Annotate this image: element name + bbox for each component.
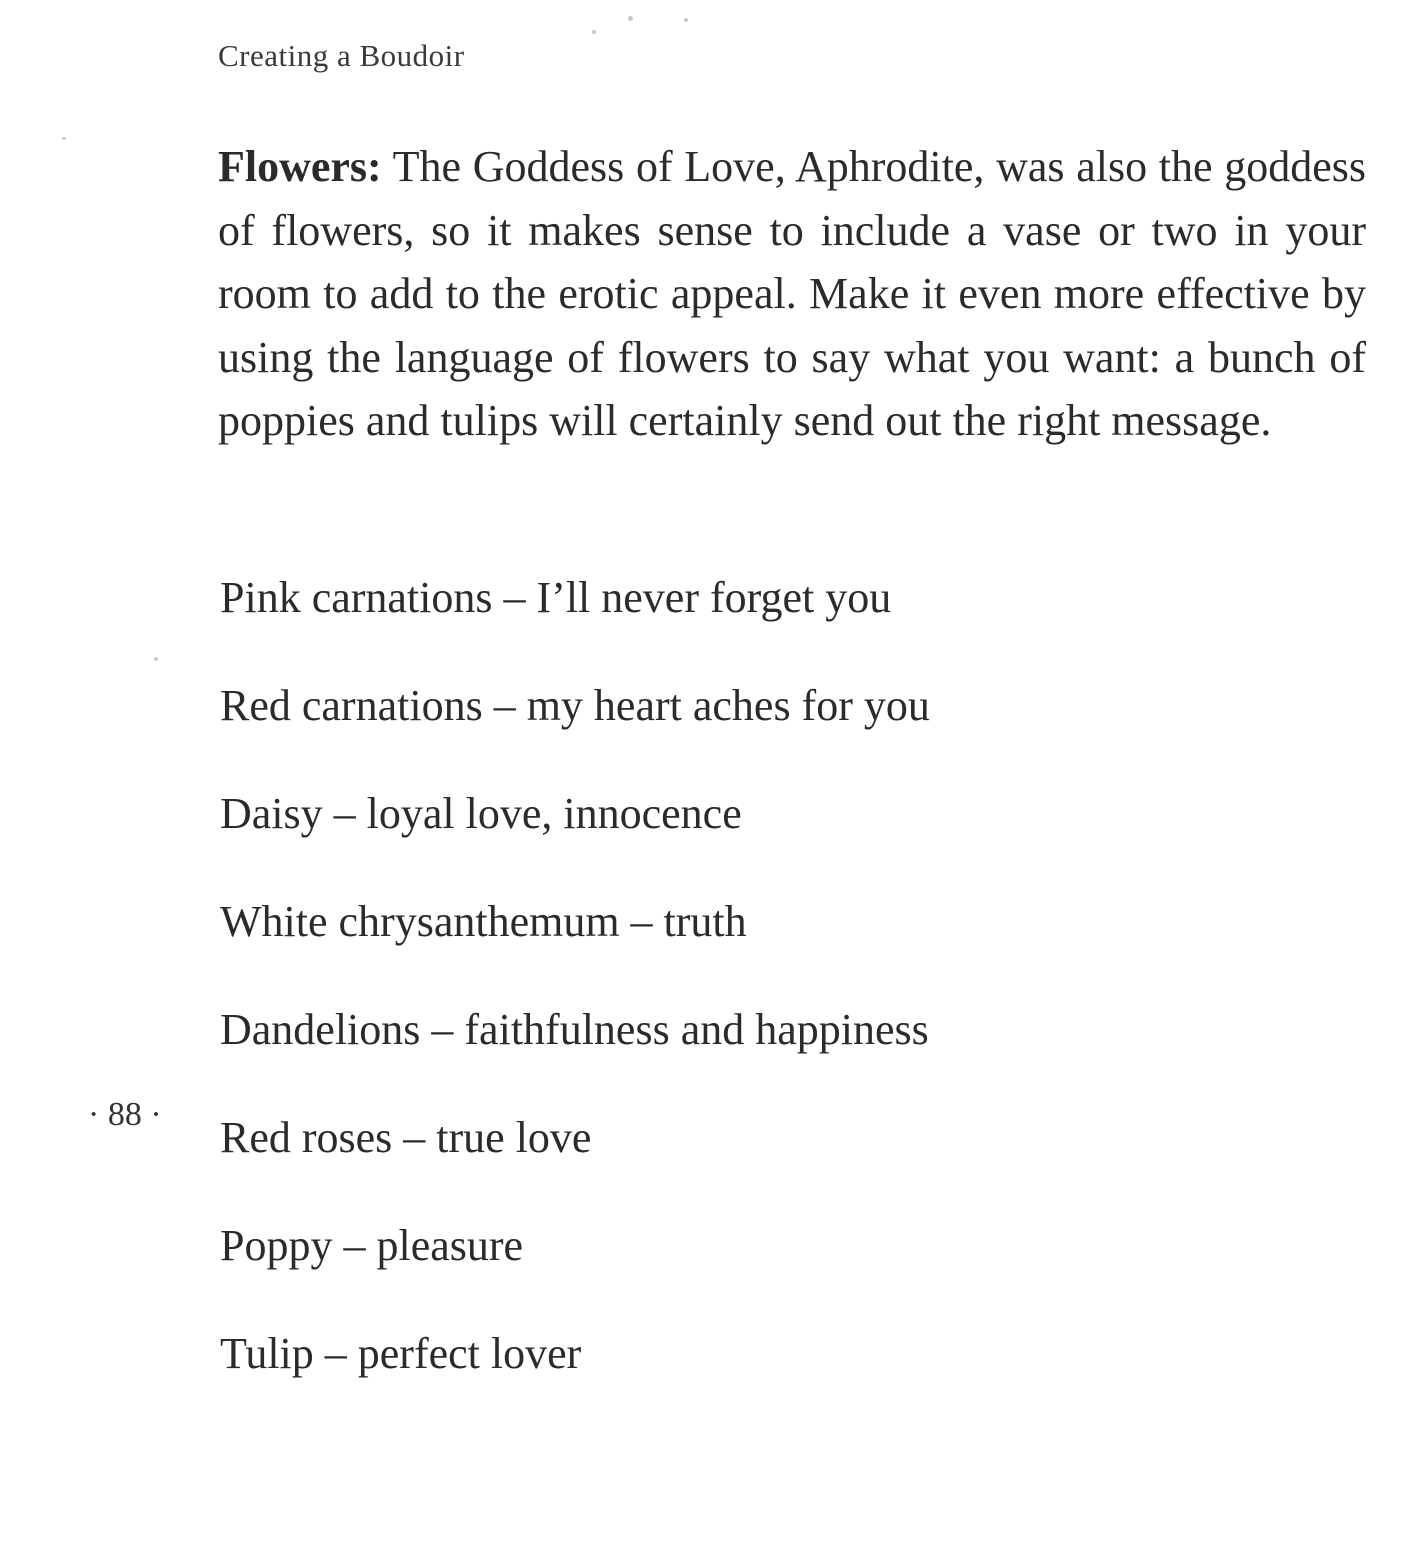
flowers-paragraph bbox=[218, 135, 1366, 453]
list-item: Pink carnations – I’ll never forget you bbox=[220, 573, 892, 622]
page-number: · 88 · bbox=[88, 1096, 162, 1133]
paragraph-lead: Flowers: bbox=[218, 142, 382, 191]
scan-speck bbox=[154, 657, 158, 661]
list-item: Dandelions – faithfulness and happiness bbox=[220, 1005, 929, 1054]
list-item: Poppy – pleasure bbox=[220, 1221, 524, 1270]
running-head: Creating a Boudoir bbox=[218, 38, 465, 73]
list-item: Red roses – true love bbox=[220, 1113, 592, 1162]
paragraph-text: The Goddess of Love, Aphrodite, was also the goddess of flowers, so it makes sense to include a vase or two in your room to add to the erotic appeal. Make it even more effective by using the language of flowers to say what you want: a bunch of poppies and tulips will certainly send out the right message. bbox=[218, 142, 1366, 445]
list-item: Tulip – perfect lover bbox=[220, 1329, 582, 1378]
scan-speck bbox=[628, 16, 633, 21]
scan-speck bbox=[684, 18, 688, 22]
list-item: Daisy – loyal love, innocence bbox=[220, 789, 742, 838]
list-item: Red carnations – my heart aches for you bbox=[220, 681, 930, 730]
scan-speck bbox=[592, 30, 596, 34]
list-item: White chrysanthemum – truth bbox=[220, 897, 747, 946]
flower-meaning-list bbox=[220, 568, 930, 1432]
scan-speck bbox=[62, 137, 66, 140]
